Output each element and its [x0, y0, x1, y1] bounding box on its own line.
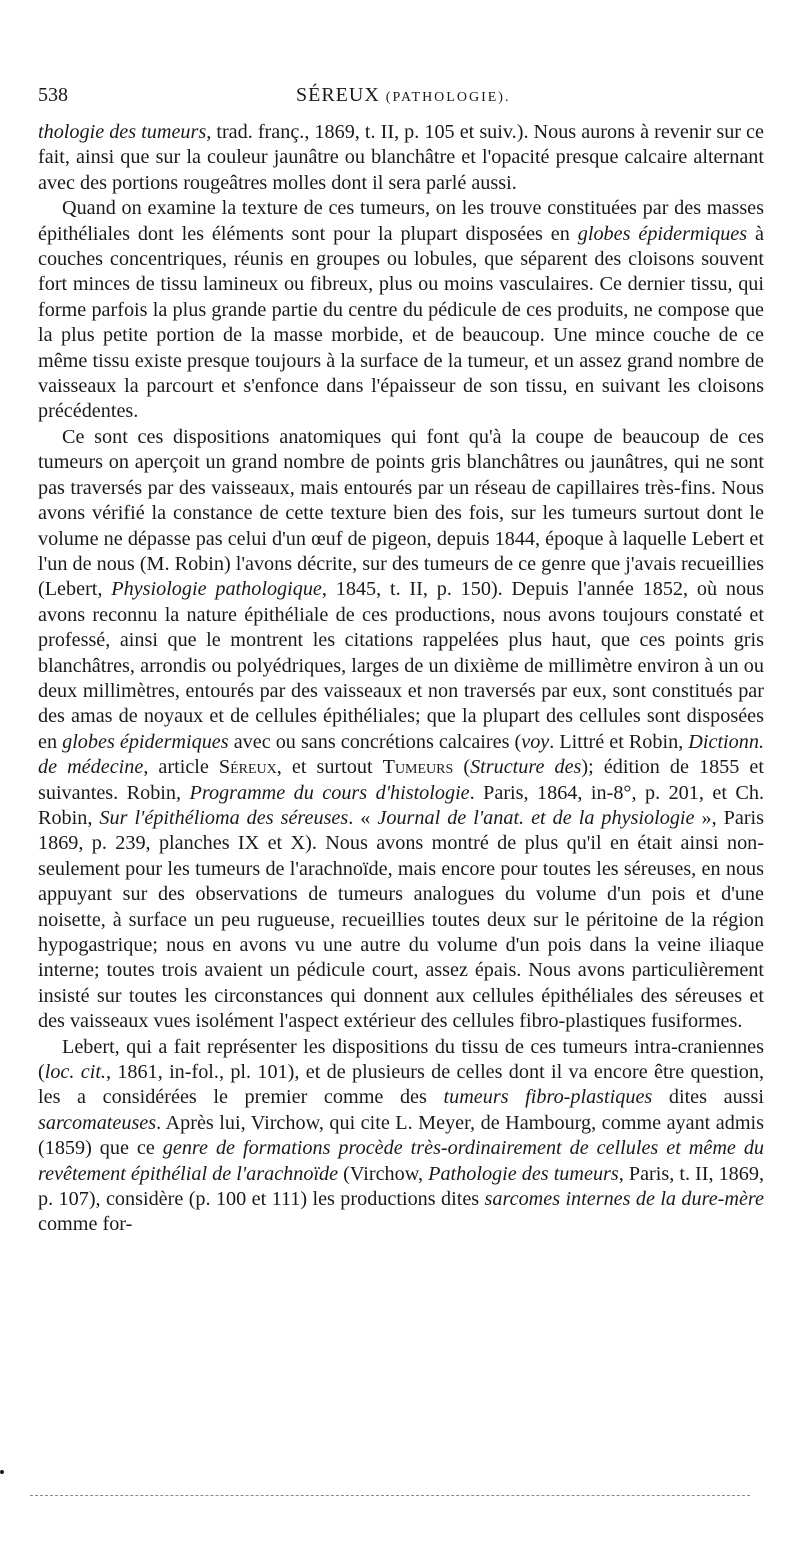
text-run: . Paris, 1864, in-8°, p. 201, et Ch. Robin,: [38, 781, 764, 829]
paragraph-3: [38, 425, 764, 1035]
paragraph-4: [38, 1035, 764, 1238]
running-subtitle: (PATHOLOGIE).: [385, 90, 511, 105]
text-run: Quand on examine la texture de ces tumeurs, on les trouve constituées par des masses épithéliales dont les éléments sont pour la plupart disposées en: [38, 197, 764, 245]
italic-run: voy: [521, 730, 550, 753]
italic-run: Structure des: [470, 756, 582, 779]
page-body: [38, 120, 764, 1238]
italic-run: globes épidermiques: [62, 730, 229, 753]
italic-run: tumeurs fibro-plastiques: [443, 1086, 653, 1109]
italic-run: Journal de l'anat. et de la physiologie: [377, 806, 695, 829]
text-run: . «: [348, 806, 378, 829]
text-run: Lebert, qui a fait représenter les dispositions du tissu de ces tumeurs intra-craniennes (: [38, 1035, 764, 1084]
page-header: [38, 84, 760, 112]
text-run: comme for-: [38, 1213, 133, 1236]
text-run: , article: [143, 756, 219, 779]
page-number: 538: [38, 84, 68, 106]
text-run: ); édition de 1855 et suivantes. Robin,: [38, 756, 764, 804]
text-run: avec ou sans concrétions calcaires (: [228, 730, 522, 753]
italic-run: globes épidermiques: [577, 222, 748, 245]
footer-rule: [30, 1495, 750, 1496]
paragraph-2: [38, 196, 764, 425]
italic-run: Pathologie des tumeurs: [428, 1162, 619, 1185]
italic-run: Dictionn. de médecine: [38, 730, 764, 779]
text-run: dites aussi: [652, 1086, 764, 1109]
italic-run: loc. cit.: [44, 1061, 106, 1084]
italic-run: sarcomateuses: [38, 1111, 157, 1134]
text-run: . Après lui, Virchow, qui cite L. Meyer, de Hambourg, comme ayant admis (1859) que ce: [38, 1111, 764, 1160]
italic-run: Physiologie pathologique: [111, 578, 322, 601]
running-title: SÉREUX: [296, 84, 380, 106]
text-run: , 1861, in-fol., pl. 101), et de plusieurs de celles dont il va encore être question, les a considérées le premier comme des: [38, 1061, 764, 1109]
text-run: , 1845, t. II, p. 150). Depuis l'année 1852, où nous avons reconnu la nature épithéliale de ces productions, nous avons toujours constaté et professé, ainsi que le montrent les citations rappelées plus haut, que ces points gris blanchâtres, arrondis ou polyédriques, larges de un dixième de millimètre environ à un ou deux millimètres, entourés par des vaisseaux et non traversés par eux, sont constitués par des amas de noyaux et de cellules épithéliales; que la plupart des cellules sont disposées en: [38, 578, 764, 753]
smallcaps-run: Séreux: [218, 756, 277, 779]
italic-run: Sur l'épithélioma des séreuses: [99, 806, 349, 829]
text-run: », Paris 1869, p. 239, planches IX et X). Nous avons montré de plus qu'il en était ainsi non-seulement pour les tumeurs de l'arachnoïde, mais encore pour toutes les séreuses, en nous appuyant sur des observations de tumeurs analogues du volume d'un pois et d'une noisette, à surface un peu rugueuse, recueillies toutes deux sur le péritoine de la région hypogastrique; nous en avons vu une autre du volume d'un pois dans la veine iliaque interne; toutes trois avaient un pédicule court, assez épais. Nous avons particulièrement insisté sur toutes les circonstances qui donnent aux cellules épithéliales des séreuses et des vaisseaux vues isolément l'aspect extérieur des cellules fibro-plastiques fusiformes.: [38, 806, 765, 1033]
text-run: , Paris, t. II, 1869, p. 107), considère (p. 100 et 111) les productions dites: [38, 1162, 764, 1211]
running-head: [296, 84, 510, 107]
italic-run: sarcomes internes de la dure-mère: [484, 1188, 764, 1211]
text-run: . Littré et Robin,: [549, 730, 689, 753]
italic-run: Programme du cours d'histologie: [189, 781, 470, 804]
paragraph-1: [38, 120, 764, 196]
text-run: (: [453, 756, 471, 779]
margin-mark: [0, 1470, 4, 1474]
italic-run: thologie des tumeurs,: [38, 121, 212, 143]
text-run: Ce sont ces dispositions anatomiques qui font qu'à la coupe de beaucoup de ces tumeurs on aperçoit un grand nombre de points gris blanchâtres ou jaunâtres, qui ne sont pas traversés par des vaisseaux, mais entourés par un réseau de capillaires très-fins. Nous avons vérifié la constance de cette texture bien des fois, sur les tumeurs surtout dont le volume ne dépasse pas celui d'un œuf de pigeon, depuis 1844, époque à laquelle Lebert et l'un de nous (M. Robin) l'avons décrite, sur des tumeurs de ce genre que j'avais recueillies (Lebert,: [38, 425, 764, 601]
text-run: trad. franç., 1869, t. II, p. 105 et suiv.). Nous aurons à revenir sur ce fait, ainsi que sur la couleur jaunâtre ou blanchâtre et l'opacité presque calcaire alternant avec des portions rougeâtres molles dont il sera parlé aussi.: [38, 121, 764, 194]
smallcaps-run: Tumeurs: [382, 756, 454, 779]
italic-run: genre de formations procède très-ordinairement de cellules et même du revêtement épithélial de l'arachnoïde: [38, 1137, 765, 1185]
text-run: à couches concentriques, réunis en groupes ou lobules, que séparent des cloisons souvent fort minces de tissu lamineux ou fibreux, plus ou moins vasculaires. Ce dernier tissu, qui forme parfois la plus grande partie du centre du pédicule de ces produits, ne compose que la plus petite portion de la masse morbide, et de beaucoup. Une mince couche de ce même tissu existe presque toujours à la surface de la tumeur, et un assez grand nombre de vaisseaux la parcourt et s'enfonce dans l'épaisseur de son tissu, en suivant les cloisons précédentes.: [38, 222, 764, 423]
text-run: , et surtout: [276, 756, 383, 779]
text-run: (Virchow,: [338, 1162, 429, 1185]
